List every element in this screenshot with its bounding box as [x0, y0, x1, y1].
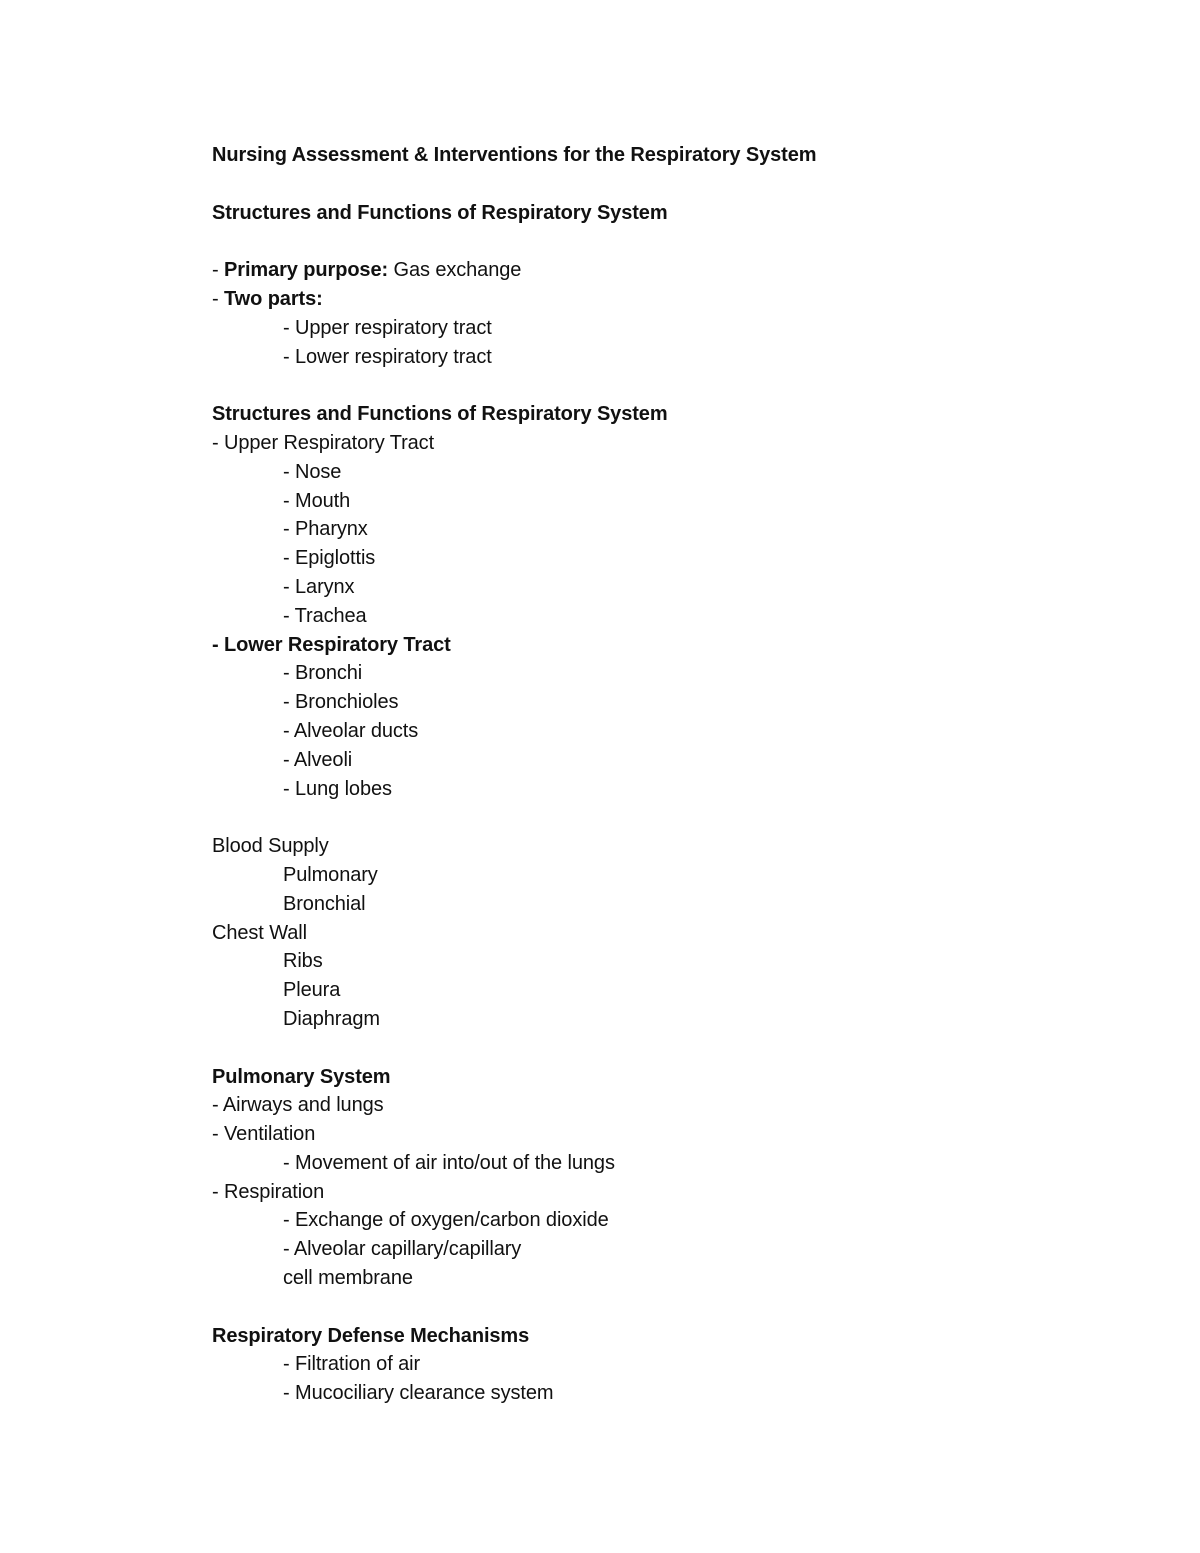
lower-tract-item: - Alveolar ducts: [283, 719, 419, 742]
pulmonary-subitem-label: Alveolar capillary/capillary: [293, 1238, 522, 1261]
defense-item: - Mucociliary clearance system: [283, 1382, 554, 1405]
spacer: [212, 371, 1112, 400]
lower-tract-item: - Alveoli: [283, 748, 353, 771]
defense-item: - Filtration of air: [283, 1353, 421, 1376]
pulmonary-item-label: Respiration: [224, 1180, 325, 1203]
upper-tract-item: - Trachea: [283, 604, 367, 627]
upper-tract-item-label: Trachea: [294, 604, 367, 627]
part-item: - Upper respiratory tract: [283, 316, 492, 339]
blood-supply-item: Bronchial: [283, 892, 366, 915]
chest-wall-item: Diaphragm: [283, 1007, 380, 1030]
section-heading-defense: Respiratory Defense Mechanisms: [212, 1324, 530, 1347]
primary-purpose-line: - Primary purpose: Gas exchange: [212, 259, 522, 282]
upper-tract-label: Upper Respiratory Tract: [224, 431, 435, 454]
lower-tract-item-label: Alveolar ducts: [293, 719, 419, 742]
section-heading-structures-1: Structures and Functions of Respiratory System: [212, 201, 668, 224]
blood-supply-label: Blood Supply: [212, 835, 329, 858]
two-parts-line: - Two parts:: [212, 287, 323, 310]
lower-tract-item-label: Lung lobes: [295, 777, 392, 800]
document-title: Nursing Assessment & Interventions for the Respiratory System: [212, 144, 817, 166]
upper-tract-item-label: Larynx: [295, 575, 355, 598]
chest-wall-item: Ribs: [283, 950, 323, 973]
pulmonary-item: - Ventilation: [212, 1123, 316, 1146]
blood-supply-item: Pulmonary: [283, 863, 378, 886]
upper-tract-item: - Epiglottis: [283, 547, 376, 570]
upper-tract-item: - Larynx: [283, 575, 355, 598]
lower-tract-item-label: Bronchioles: [295, 691, 399, 714]
pulmonary-subitem: - Exchange of oxygen/carbon dioxide: [283, 1209, 609, 1232]
spacer: [212, 1293, 1112, 1322]
pulmonary-subitem: - Movement of air into/out of the lungs: [283, 1151, 615, 1174]
pulmonary-subitem-label: Exchange of oxygen/carbon dioxide: [295, 1209, 609, 1232]
upper-tract-item: - Pharynx: [283, 518, 368, 541]
spacer: [212, 1034, 1112, 1063]
upper-tract-item-label: Mouth: [295, 489, 351, 512]
lower-tract-item: - Bronchi: [283, 662, 363, 685]
upper-tract-item-label: Nose: [295, 460, 342, 483]
primary-purpose-label: Primary purpose:: [224, 259, 389, 282]
defense-item-label: Mucociliary clearance system: [295, 1382, 554, 1405]
pulmonary-subitem: - Alveolar capillary/capillary: [283, 1238, 522, 1261]
pulmonary-item-label: Ventilation: [224, 1123, 316, 1146]
lower-tract-item-label: Bronchi: [295, 662, 363, 685]
pulmonary-subitem-continuation: cell membrane: [283, 1267, 413, 1290]
upper-tract-item-label: Epiglottis: [295, 547, 376, 570]
part-item-label: Upper respiratory tract: [295, 316, 492, 339]
part-item: - Lower respiratory tract: [283, 345, 492, 368]
pulmonary-subitem-label: Movement of air into/out of the lungs: [295, 1151, 615, 1174]
part-item-label: Lower respiratory tract: [295, 345, 492, 368]
section-heading-structures-2: Structures and Functions of Respiratory System: [212, 403, 668, 426]
document-page: [212, 141, 1112, 1408]
upper-tract-item-label: Pharynx: [295, 518, 368, 541]
spacer: [212, 170, 1112, 199]
pulmonary-item: - Airways and lungs: [212, 1094, 384, 1117]
spacer: [212, 227, 1112, 256]
upper-tract-item: - Nose: [283, 460, 342, 483]
lower-tract-item-label: Alveoli: [293, 748, 353, 771]
chest-wall-label: Chest Wall: [212, 921, 307, 944]
lower-tract-item: - Bronchioles: [283, 691, 399, 714]
primary-purpose-value: Gas exchange: [388, 259, 522, 282]
spacer: [212, 803, 1112, 832]
pulmonary-item-label: Airways and lungs: [222, 1094, 384, 1117]
chest-wall-item: Pleura: [283, 979, 341, 1002]
two-parts-label: Two parts:: [224, 287, 323, 310]
lower-tract-item: - Lung lobes: [283, 777, 392, 800]
defense-item-label: Filtration of air: [295, 1353, 421, 1376]
upper-tract-item: - Mouth: [283, 489, 351, 512]
lower-tract-label: Lower Respiratory Tract: [224, 633, 451, 656]
upper-tract-line: - Upper Respiratory Tract: [212, 431, 435, 454]
section-heading-pulmonary: Pulmonary System: [212, 1065, 391, 1088]
pulmonary-item: - Respiration: [212, 1180, 325, 1203]
lower-tract-line: - Lower Respiratory Tract: [212, 633, 451, 656]
